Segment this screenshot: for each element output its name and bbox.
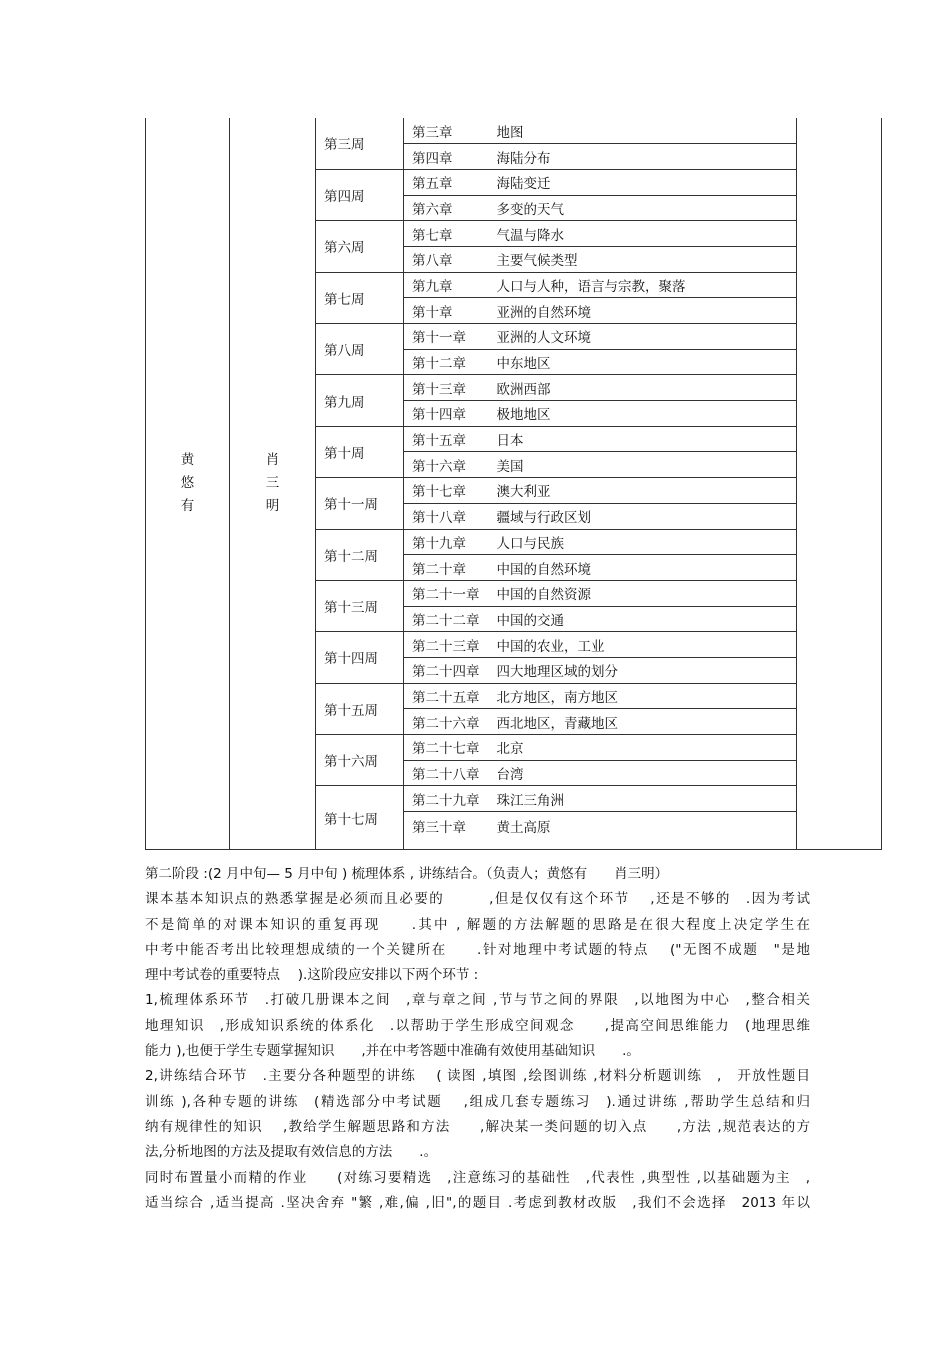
chapter-cell: 第二十九章: [404, 786, 497, 812]
chapter-title-cell: 日本: [497, 426, 797, 452]
week-cell: 第十一周: [316, 478, 404, 529]
text-line: 第二阶段 :(2 月中旬— 5 月中旬 ) 梳理体系 , 讲练结合。（负责人；黄悠有 肖三明）: [145, 866, 669, 882]
text-line: 中考中能否考出比较理想成绩的一个关键所在 .针对地理中考试题的特点 ("无图不成题 "是地: [145, 941, 810, 958]
text-line: 法,分析地图的方法及提取有效信息的方法 .。: [145, 1144, 438, 1161]
chapter-title-cell: 澳大利亚: [497, 478, 797, 504]
chapter-cell: 第六章: [404, 195, 497, 221]
chapter-title-cell: 四大地理区域的划分: [497, 657, 797, 683]
text-line: 能力 ),也便于学生专题掌握知识 ,并在中考答题中准确有效使用基础知识 .。: [145, 1043, 640, 1060]
chapter-cell: 第二十章: [404, 555, 497, 581]
chapter-cell: 第十四章: [404, 401, 497, 427]
chapter-title-cell: 台湾: [497, 760, 797, 786]
week-cell: 第三周: [316, 118, 404, 169]
chapter-title-cell: 中东地区: [497, 349, 797, 375]
chapter-cell: 第十六章: [404, 452, 497, 478]
responsible-person-huang: [146, 118, 230, 850]
week-cell: 第六周: [316, 221, 404, 272]
chapter-cell: 第八章: [404, 246, 497, 272]
text-line: 同时布置量小而精的作业 (对练习要精选 ,注意练习的基础性 ,代表性 ,典型性 ,以基础题为主 ,: [145, 1169, 810, 1186]
chapter-title-cell: 地图: [497, 118, 797, 144]
week-cell: 第八周: [316, 324, 404, 375]
table-row: [146, 118, 882, 144]
week-cell: 第十四周: [316, 632, 404, 683]
chapter-cell: 第十五章: [404, 426, 497, 452]
responsible-person-xiao: [230, 118, 316, 850]
person-name-char: 黄: [180, 452, 195, 469]
chapter-title-cell: 疆域与行政区划: [497, 503, 797, 529]
text-line: 适当综合 ,适当提高 .坚决舍弃 "繁 ,难,偏 ,旧",的题目 .考虑到教材改版 ,我们不会选择 2013 年以: [145, 1194, 810, 1211]
schedule-table: [145, 118, 882, 850]
chapter-cell: 第七章: [404, 221, 497, 247]
week-cell: 第七周: [316, 272, 404, 323]
chapter-title-cell: 美国: [497, 452, 797, 478]
chapter-cell: 第三章: [404, 118, 497, 144]
week-cell: 第十三周: [316, 580, 404, 631]
person-name-char: 有: [180, 498, 195, 515]
notes-column: [797, 118, 882, 850]
chapter-title-cell: 北京: [497, 735, 797, 761]
chapter-title-cell: 黄土高原: [497, 812, 797, 850]
week-cell: 第十五周: [316, 683, 404, 734]
chapter-cell: 第二十三章: [404, 632, 497, 658]
chapter-cell: 第十一章: [404, 324, 497, 350]
text-line: 地理知识 ,形成知识系统的体系化 .以帮助于学生形成空间观念 ,提高空间思维能力 (地理思维: [145, 1017, 810, 1034]
chapter-title-cell: 西北地区，青藏地区: [497, 709, 797, 735]
text-line: 1,梳理体系环节 .打破几册课本之间 ,章与章之间 ,节与节之间的界限 ,以地图为中心 ,整合相关: [145, 992, 810, 1009]
chapter-cell: 第五章: [404, 169, 497, 195]
text-line: 2,讲练结合环节 .主要分各种题型的讲练 ( 读图 ,填图 ,绘图训练 ,材料分析题训练 , 开放性题目: [145, 1068, 810, 1085]
chapter-title-cell: 亚洲的自然环境: [497, 298, 797, 324]
chapter-cell: 第十九章: [404, 529, 497, 555]
chapter-cell: 第三十章: [404, 812, 497, 850]
chapter-cell: 第十三章: [404, 375, 497, 401]
person-name-char: 肖: [265, 452, 280, 469]
chapter-title-cell: 中国的农业，工业: [497, 632, 797, 658]
chapter-cell: 第二十四章: [404, 657, 497, 683]
chapter-cell: 第二十七章: [404, 735, 497, 761]
person-name-char: 三: [265, 475, 280, 492]
chapter-cell: 第四章: [404, 144, 497, 170]
chapter-cell: 第十章: [404, 298, 497, 324]
chapter-title-cell: 海陆变迁: [497, 169, 797, 195]
chapter-title-cell: 气温与降水: [497, 221, 797, 247]
week-cell: 第十六周: [316, 735, 404, 786]
week-cell: 第四周: [316, 169, 404, 220]
chapter-cell: 第二十二章: [404, 606, 497, 632]
text-line: 理中考试卷的重要特点 ).这阶段应安排以下两个环节 :: [145, 967, 479, 984]
person-name-char: 悠: [180, 475, 195, 492]
phase-two-text: [145, 862, 810, 1216]
chapter-title-cell: 主要气候类型: [497, 246, 797, 272]
chapter-title-cell: 中国的自然环境: [497, 555, 797, 581]
text-line: 训练 ),各种专题的讲练 (精选部分中考试题 ,组成几套专题练习 ).通过讲练 ,帮助学生总结和归: [145, 1093, 810, 1110]
week-cell: 第十七周: [316, 786, 404, 850]
chapter-cell: 第九章: [404, 272, 497, 298]
text-line: 课本基本知识点的熟悉掌握是必须而且必要的 ,但是仅仅有这个环节 ,还是不够的 .因为考试: [145, 891, 810, 908]
chapter-cell: 第二十一章: [404, 580, 497, 606]
chapter-title-cell: 欧洲西部: [497, 375, 797, 401]
text-line: 不是简单的对课本知识的重复再现 .其中 , 解题的方法解题的思路是在很大程度上决定学生在: [145, 916, 810, 933]
chapter-title-cell: 极地地区: [497, 401, 797, 427]
chapter-cell: 第十二章: [404, 349, 497, 375]
chapter-title-cell: 北方地区，南方地区: [497, 683, 797, 709]
text-line: 纳有规律性的知识 ,教给学生解题思路和方法 ,解决某一类问题的切入点 ,方法 ,规范表达的方: [145, 1118, 810, 1135]
chapter-title-cell: 多变的天气: [497, 195, 797, 221]
chapter-title-cell: 海陆分布: [497, 144, 797, 170]
chapter-title-cell: 中国的交通: [497, 606, 797, 632]
chapter-cell: 第二十五章: [404, 683, 497, 709]
chapter-cell: 第二十八章: [404, 760, 497, 786]
chapter-cell: 第十八章: [404, 503, 497, 529]
chapter-title-cell: 亚洲的人文环境: [497, 324, 797, 350]
chapter-cell: 第十七章: [404, 478, 497, 504]
chapter-title-cell: 珠江三角洲: [497, 786, 797, 812]
week-cell: 第十周: [316, 426, 404, 477]
chapter-title-cell: 人口与人种，语言与宗教，聚落: [497, 272, 797, 298]
week-cell: 第九周: [316, 375, 404, 426]
chapter-title-cell: 人口与民族: [497, 529, 797, 555]
person-name-char: 明: [265, 498, 280, 515]
week-cell: 第十二周: [316, 529, 404, 580]
chapter-title-cell: 中国的自然资源: [497, 580, 797, 606]
chapter-cell: 第二十六章: [404, 709, 497, 735]
